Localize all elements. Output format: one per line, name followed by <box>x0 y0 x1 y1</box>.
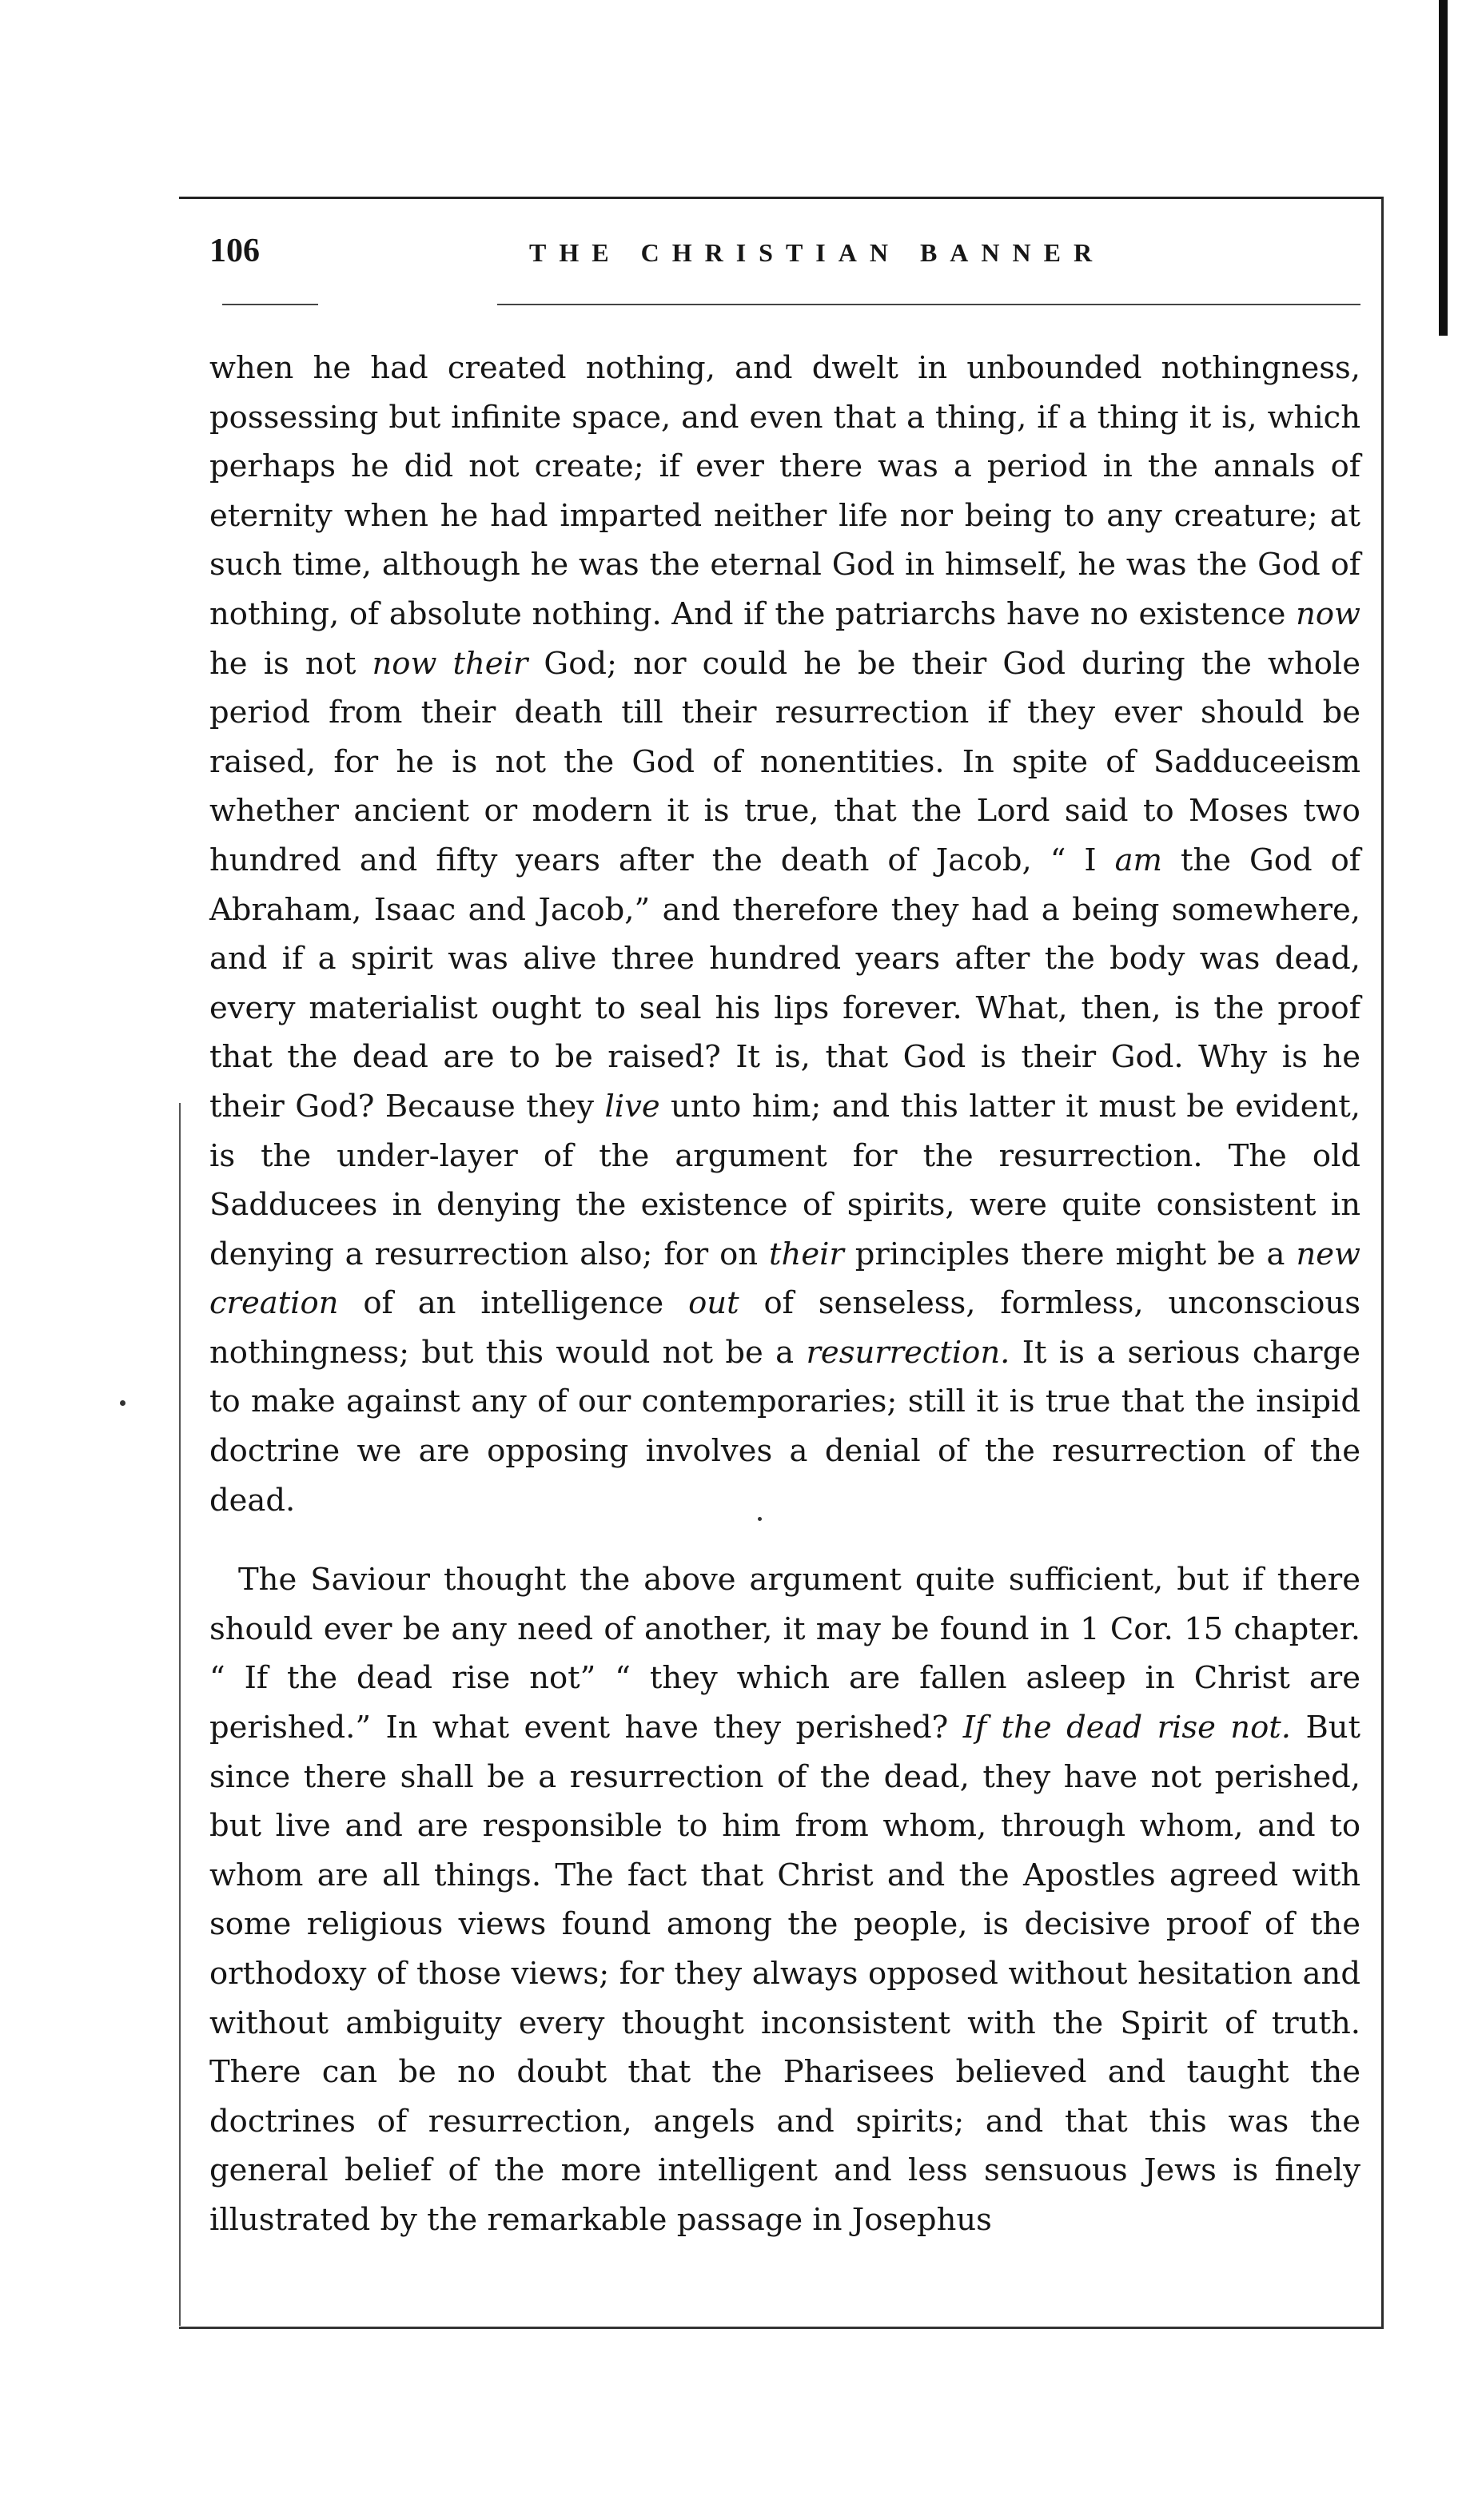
journal-title: THE CHRISTIAN BANNER <box>529 238 1105 267</box>
body-text <box>209 344 1360 2245</box>
italic-run: out <box>688 1285 739 1322</box>
text-run: God; nor could he be their God during the whole period from their death till their resurrection if they ever should be raised, for he is not the God of nonentities. In spite of Sadduceeism whether ancient or modern it is true, that the Lord said to Moses two hundred and fifty years after the death of Jacob, “ I <box>209 645 1361 878</box>
text-run: he is not <box>209 645 372 682</box>
binding-edge <box>1439 0 1448 336</box>
italic-run: live <box>604 1088 660 1125</box>
italic-run: now <box>1296 595 1360 632</box>
italic-run: resurrection. <box>806 1334 1010 1371</box>
page-number: 106 <box>209 233 260 269</box>
head-rule-right <box>497 304 1360 305</box>
running-head <box>209 232 1360 280</box>
italic-run: new creation <box>209 1236 1360 1322</box>
text-run: of senseless, formless, unconscious nothingness; but this would not be a <box>209 1285 1360 1371</box>
text-run: The Saviour thought the above argument quite sufficient, but if there should ever be any need of another, it may be found in 1 Cor. 15 chapter. “ If the dead rise not” “ they which are fallen asleep in Christ are perished.” In what event have they perished? <box>209 1562 1360 1746</box>
text-run: the God of Abraham, Isaac and Jacob,” and therefore they had a being somewhere, and if a spirit was alive three hundred years after the body was dead, every materialist ought to seal his lips forever. What, then, is the proof that the dead are to be raised? It is, that God is their God. Why is he their God? Because they <box>209 842 1360 1125</box>
text-run: But since there shall be a resurrection of the dead, they have not perished, but live and are responsible to him from whom, through whom, and to whom are all things. The fact that Christ and the Apostles agreed with some religious views found among the people, is decisive proof of the orthodoxy of those views; for they always opposed without hesitation and without ambiguity every thought inconsistent with the Spirit of truth. There can be no doubt that the Pharisees believed and taught the doctrines of resurrection, angels and spirits; and that this was the general belief of the more intelligent and less sensuous Jews is finely illustrated by the remarkable passage in Josephus <box>209 1710 1360 2238</box>
text-run: of an intelligence <box>338 1285 689 1322</box>
italic-run: If the dead rise not. <box>962 1710 1291 1746</box>
text-run: when he had created nothing, and dwelt in unbounded nothingness, possessing but infinite space, and even that a thing, if a thing it is, which perhaps he did not create; if ever there was a period in the annals of eternity when he had imparted neither life nor being to any creature; at such time, although he was the eternal God in himself, he was the God of nothing, of absolute nothing. And if the patriarchs have no existence <box>209 350 1360 632</box>
paragraph <box>209 344 1360 1525</box>
frame-left-rule <box>179 1103 181 2326</box>
italic-run: their <box>769 1236 844 1272</box>
text-run: It is a serious charge to make against any of our contemporaries; still it is true that the insipid doctrine we are opposing involves a denial of the resurrection of the dead. <box>209 1334 1361 1519</box>
text-run: principles there might be a <box>843 1236 1297 1272</box>
ink-speck <box>120 1400 125 1406</box>
paragraph <box>209 1555 1360 2244</box>
italic-run: am <box>1114 842 1163 878</box>
text-run: unto him; and this latter it must be evident, is the under-layer of the argument for the resurrection. The old Sadducees in denying the existence of spirits, were quite consistent in denying a resurrection also; for on <box>209 1088 1360 1272</box>
head-rule-left <box>222 304 318 305</box>
ink-speck <box>758 1517 762 1521</box>
italic-run: now their <box>372 645 528 682</box>
